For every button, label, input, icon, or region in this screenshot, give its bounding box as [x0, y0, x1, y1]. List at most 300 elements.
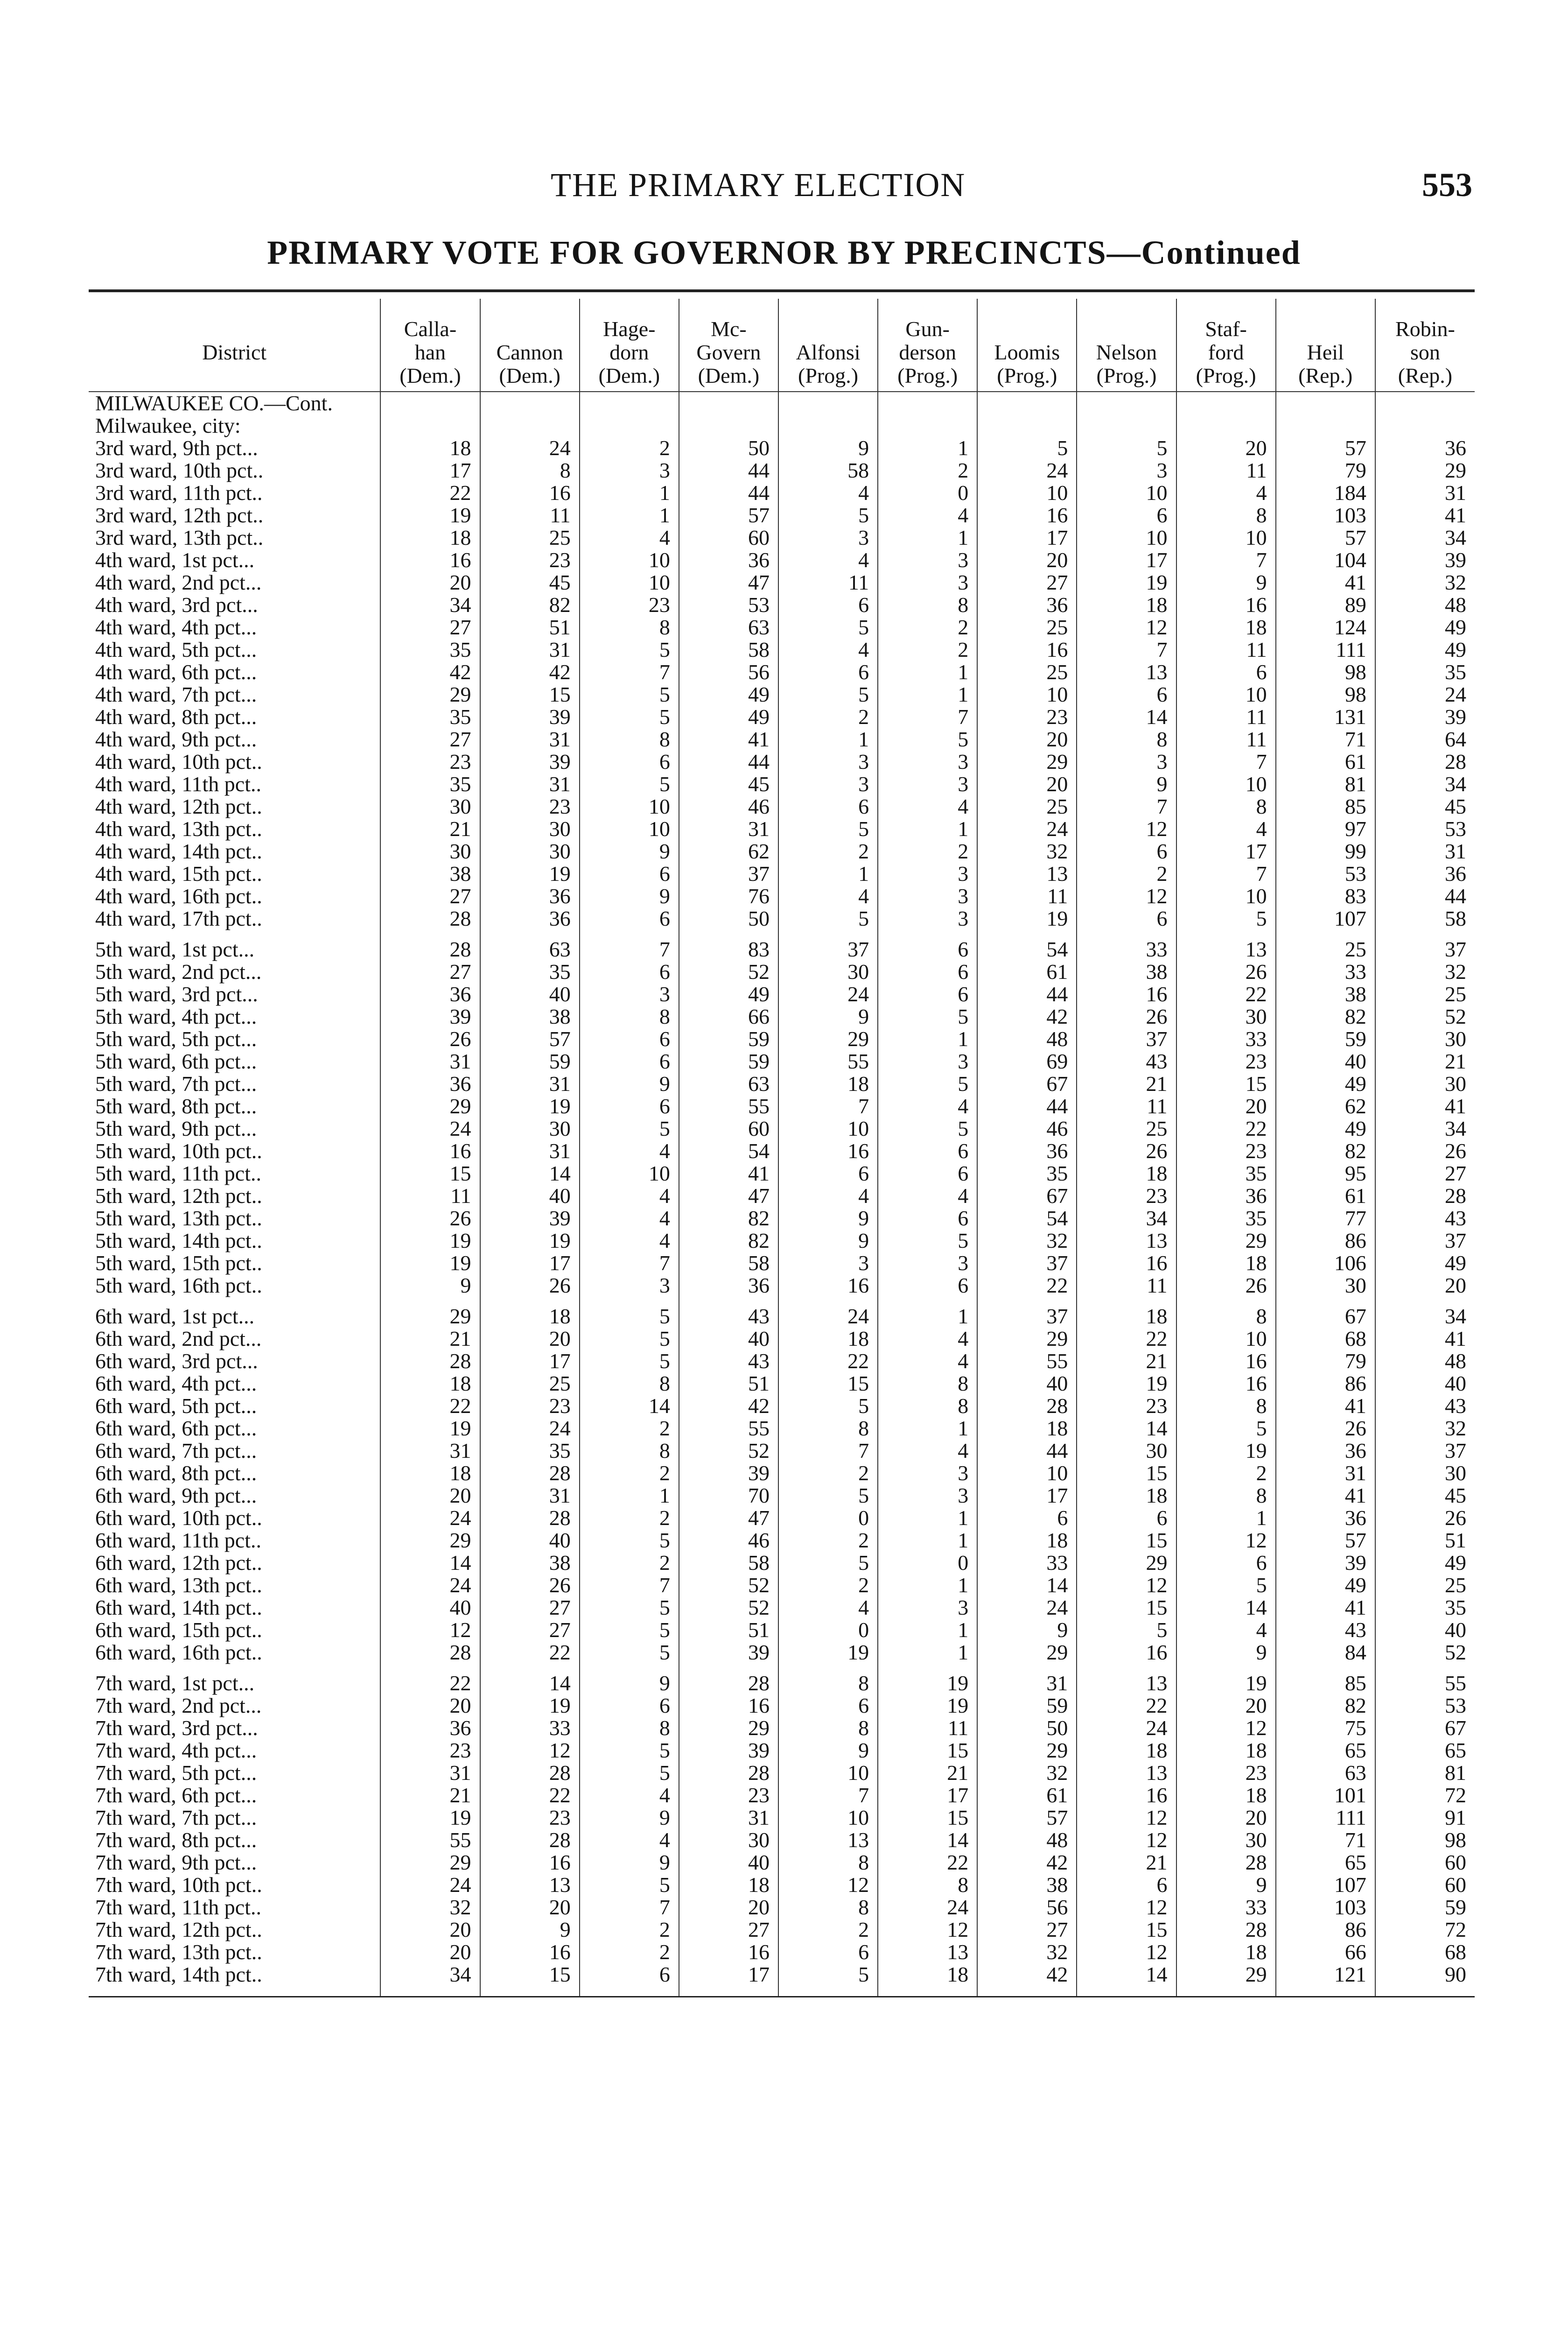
- vote-cell: 24: [380, 1507, 480, 1529]
- vote-cell: 16: [480, 1941, 580, 1963]
- vote-cell: 20: [977, 549, 1077, 571]
- vote-cell: 46: [679, 795, 778, 818]
- vote-cell: 11: [878, 1717, 977, 1739]
- vote-cell: 19: [480, 863, 580, 885]
- vote-cell: 5: [778, 616, 878, 639]
- vote-cell: 39: [380, 1005, 480, 1028]
- vote-cell: 35: [1176, 1207, 1276, 1230]
- vote-cell: 79: [1276, 459, 1375, 482]
- vote-cell: 19: [1176, 1440, 1276, 1462]
- vote-cell: 51: [679, 1372, 778, 1395]
- column-header-candidate: [679, 299, 778, 392]
- district-cell: 6th ward, 2nd pct...: [95, 1327, 262, 1350]
- vote-cell: 39: [480, 706, 580, 728]
- column-header-line2: Alfonsi: [796, 340, 861, 364]
- vote-cell: 3: [778, 751, 878, 773]
- vote-cell: 4: [580, 1207, 679, 1230]
- vote-cell: 86: [1276, 1230, 1375, 1252]
- vote-cell: 28: [380, 907, 480, 930]
- column-header-line1: Calla-: [404, 317, 457, 341]
- vote-cell: 27: [480, 1596, 580, 1619]
- vote-cell: 39: [1375, 549, 1475, 571]
- column-header-candidate: [878, 299, 977, 392]
- vote-cell: 8: [778, 1851, 878, 1874]
- vote-cell: 2: [878, 616, 977, 639]
- table-row: [89, 728, 1475, 751]
- table-row: [89, 1162, 1475, 1185]
- vote-cell: 10: [580, 795, 679, 818]
- vote-cell: 10: [778, 1118, 878, 1140]
- district-cell: 6th ward, 5th pct...: [95, 1394, 257, 1418]
- vote-cell: 13: [1077, 661, 1176, 683]
- vote-cell: 24: [380, 1574, 480, 1596]
- vote-cell: 29: [1375, 459, 1475, 482]
- vote-cell: 67: [1375, 1717, 1475, 1739]
- vote-cell: 47: [679, 571, 778, 594]
- vote-cell: 6: [580, 1694, 679, 1717]
- vote-cell: 35: [380, 706, 480, 728]
- vote-cell: 16: [1176, 594, 1276, 616]
- vote-cell: 13: [778, 1829, 878, 1851]
- vote-cell: 6: [580, 907, 679, 930]
- vote-cell: 42: [480, 661, 580, 683]
- vote-cell: 2: [778, 1462, 878, 1484]
- column-header-line3: (Prog.): [1196, 364, 1256, 387]
- vote-cell: 37: [679, 863, 778, 885]
- vote-cell: 34: [1375, 527, 1475, 549]
- vote-cell: 63: [679, 616, 778, 639]
- vote-cell: 16: [679, 1694, 778, 1717]
- district-cell: 5th ward, 4th pct...: [95, 1005, 257, 1028]
- vote-cell: 56: [679, 661, 778, 683]
- vote-cell: 0: [778, 1507, 878, 1529]
- vote-cell: 22: [778, 1350, 878, 1372]
- vote-cell: 16: [1077, 1252, 1176, 1274]
- vote-cell: 34: [1375, 1118, 1475, 1140]
- vote-cell: 8: [778, 1896, 878, 1919]
- vote-cell: 66: [679, 1005, 778, 1028]
- vote-cell: 20: [380, 1484, 480, 1507]
- vote-cell: 6: [580, 1963, 679, 1986]
- column-header-candidate: [1077, 299, 1176, 392]
- district-cell: 4th ward, 9th pct...: [95, 727, 257, 751]
- vote-cell: 77: [1276, 1207, 1375, 1230]
- vote-cell: 9: [778, 1230, 878, 1252]
- vote-cell: 19: [480, 1095, 580, 1118]
- vote-cell: 53: [1375, 1694, 1475, 1717]
- vote-cell: 32: [1375, 571, 1475, 594]
- table-row: [89, 1851, 1475, 1874]
- vote-cell: 2: [878, 639, 977, 661]
- table-row: [89, 961, 1475, 983]
- table-row: [89, 1574, 1475, 1596]
- table-row: [89, 1274, 1475, 1297]
- vote-cell: 5: [778, 504, 878, 527]
- vote-cell: 18: [778, 1328, 878, 1350]
- vote-cell: 15: [1077, 1919, 1176, 1941]
- district-cell: 6th ward, 13th pct..: [95, 1573, 262, 1597]
- vote-cell: 20: [380, 1694, 480, 1717]
- vote-cell: 6: [878, 1162, 977, 1185]
- vote-cell: 7: [580, 938, 679, 961]
- vote-cell: 60: [1375, 1874, 1475, 1896]
- vote-cell: 29: [778, 1028, 878, 1050]
- vote-cell: 49: [679, 683, 778, 706]
- district-cell: 5th ward, 8th pct...: [95, 1094, 257, 1118]
- vote-cell: 22: [480, 1784, 580, 1807]
- district-cell: 3rd ward, 13th pct..: [95, 526, 264, 549]
- vote-cell: 12: [380, 1619, 480, 1641]
- vote-cell: 21: [1375, 1050, 1475, 1073]
- district-cell: 5th ward, 3rd pct...: [95, 982, 258, 1006]
- vote-cell: 44: [679, 751, 778, 773]
- vote-cell: 4: [878, 1440, 977, 1462]
- vote-cell: 15: [480, 1963, 580, 1986]
- vote-cell: 31: [380, 1440, 480, 1462]
- vote-cell: 2: [580, 1507, 679, 1529]
- vote-cell: 57: [1276, 527, 1375, 549]
- vote-cell: 18: [1176, 1784, 1276, 1807]
- vote-cell: 111: [1276, 1807, 1375, 1829]
- vote-cell: 27: [977, 1919, 1077, 1941]
- vote-cell: 42: [977, 1005, 1077, 1028]
- vote-cell: 27: [977, 571, 1077, 594]
- vote-cell: 184: [1276, 482, 1375, 504]
- vote-cell: 69: [977, 1050, 1077, 1073]
- vote-cell: 26: [380, 1207, 480, 1230]
- vote-cell: 4: [580, 1829, 679, 1851]
- vote-cell: 2: [580, 1552, 679, 1574]
- vote-cell: 6: [580, 751, 679, 773]
- vote-cell: 9: [380, 1274, 480, 1297]
- district-cell: 6th ward, 16th pct..: [95, 1640, 262, 1664]
- table-row: [89, 1207, 1475, 1230]
- vote-cell: 10: [977, 482, 1077, 504]
- vote-cell: 58: [778, 459, 878, 482]
- vote-cell: 58: [679, 1252, 778, 1274]
- district-cell: 4th ward, 15th pct..: [95, 862, 262, 886]
- table-row: [89, 1762, 1475, 1784]
- district-cell: 5th ward, 7th pct...: [95, 1072, 257, 1096]
- vote-cell: 43: [1375, 1207, 1475, 1230]
- vote-cell: 5: [977, 437, 1077, 459]
- vote-cell: 4: [1176, 818, 1276, 840]
- vote-cell: 54: [679, 1140, 778, 1162]
- vote-cell: 28: [1176, 1851, 1276, 1874]
- vote-cell: 5: [580, 1328, 679, 1350]
- vote-cell: 11: [380, 1185, 480, 1207]
- table-row: [89, 571, 1475, 594]
- vote-cell: 61: [1276, 1185, 1375, 1207]
- vote-cell: 39: [1276, 1552, 1375, 1574]
- vote-cell: 90: [1375, 1963, 1475, 1986]
- column-header-line1: Staf-: [1205, 317, 1247, 341]
- vote-cell: 16: [1077, 983, 1176, 1005]
- vote-cell: 53: [1375, 818, 1475, 840]
- vote-cell: 50: [679, 907, 778, 930]
- vote-cell: 17: [878, 1784, 977, 1807]
- district-cell: 4th ward, 11th pct..: [95, 772, 262, 796]
- vote-cell: 31: [380, 1762, 480, 1784]
- table-row: [89, 818, 1475, 840]
- district-cell: 5th ward, 16th pct..: [95, 1273, 262, 1297]
- vote-cell: 19: [977, 907, 1077, 930]
- vote-cell: 30: [1176, 1005, 1276, 1028]
- vote-cell: 9: [580, 1672, 679, 1694]
- vote-cell: 57: [480, 1028, 580, 1050]
- vote-cell: 91: [1375, 1807, 1475, 1829]
- vote-cell: 82: [480, 594, 580, 616]
- table-end: [89, 1986, 1475, 1997]
- vote-cell: 28: [480, 1829, 580, 1851]
- vote-cell: 41: [1375, 1095, 1475, 1118]
- vote-cell: 17: [679, 1963, 778, 1986]
- column-header-line2: derson: [899, 340, 956, 364]
- vote-cell: 9: [1176, 1874, 1276, 1896]
- vote-cell: 32: [977, 1941, 1077, 1963]
- vote-cell: 47: [679, 1185, 778, 1207]
- vote-cell: 6: [1176, 661, 1276, 683]
- vote-cell: 40: [1276, 1050, 1375, 1073]
- vote-cell: 24: [380, 1118, 480, 1140]
- vote-cell: 27: [679, 1919, 778, 1941]
- table-row: [89, 1028, 1475, 1050]
- vote-cell: 27: [480, 1619, 580, 1641]
- district-cell: 3rd ward, 12th pct..: [95, 503, 264, 527]
- vote-cell: 70: [679, 1484, 778, 1507]
- district-cell: 6th ward, 3rd pct...: [95, 1349, 258, 1373]
- vote-cell: 6: [1176, 1552, 1276, 1574]
- vote-cell: 24: [480, 1417, 580, 1440]
- vote-cell: 13: [1077, 1230, 1176, 1252]
- vote-cell: 58: [679, 1552, 778, 1574]
- column-header-line1: District: [202, 340, 267, 364]
- vote-cell: 55: [1375, 1672, 1475, 1694]
- vote-cell: 13: [977, 863, 1077, 885]
- district-cell: 3rd ward, 10th pct..: [95, 458, 264, 482]
- vote-cell: 6: [580, 961, 679, 983]
- county-label-row: [89, 392, 1475, 415]
- district-cell: 7th ward, 4th pct...: [95, 1738, 257, 1762]
- vote-cell: 1: [878, 437, 977, 459]
- vote-cell: 6: [580, 1028, 679, 1050]
- vote-cell: 23: [480, 1807, 580, 1829]
- vote-cell: 24: [778, 983, 878, 1005]
- vote-cell: 28: [480, 1462, 580, 1484]
- vote-cell: 24: [778, 1305, 878, 1328]
- vote-cell: 2: [1077, 863, 1176, 885]
- column-header-line3: (Prog.): [897, 364, 958, 387]
- vote-cell: 29: [380, 683, 480, 706]
- vote-cell: 1: [580, 1484, 679, 1507]
- vote-cell: 40: [1375, 1372, 1475, 1395]
- table-row: [89, 1829, 1475, 1851]
- vote-cell: 5: [580, 1350, 679, 1372]
- vote-cell: 31: [480, 773, 580, 795]
- vote-cell: 43: [679, 1350, 778, 1372]
- vote-cell: 32: [977, 1762, 1077, 1784]
- vote-cell: 36: [1176, 1185, 1276, 1207]
- vote-cell: 1: [878, 1305, 977, 1328]
- vote-cell: 36: [1375, 437, 1475, 459]
- vote-cell: 44: [1375, 885, 1475, 907]
- vote-cell: 36: [480, 885, 580, 907]
- vote-cell: 28: [380, 1350, 480, 1372]
- table-header: [89, 290, 1475, 392]
- vote-cell: 12: [1176, 1529, 1276, 1552]
- vote-cell: 6: [878, 961, 977, 983]
- vote-cell: 29: [1176, 1963, 1276, 1986]
- vote-cell: 40: [380, 1596, 480, 1619]
- vote-cell: 11: [1077, 1274, 1176, 1297]
- table-row: [89, 1230, 1475, 1252]
- vote-cell: 1: [878, 661, 977, 683]
- vote-cell: 10: [580, 571, 679, 594]
- vote-cell: 44: [977, 983, 1077, 1005]
- table-row: [89, 1552, 1475, 1574]
- vote-cell: 27: [380, 885, 480, 907]
- vote-cell: 35: [380, 639, 480, 661]
- vote-cell: 22: [878, 1851, 977, 1874]
- vote-cell: 39: [1375, 706, 1475, 728]
- vote-cell: 12: [1077, 818, 1176, 840]
- vote-cell: 59: [977, 1694, 1077, 1717]
- table-row: [89, 1252, 1475, 1274]
- vote-cell: 16: [380, 549, 480, 571]
- vote-cell: 12: [1176, 1717, 1276, 1739]
- vote-cell: 12: [778, 1874, 878, 1896]
- district-cell: 5th ward, 14th pct..: [95, 1229, 262, 1252]
- vote-cell: 21: [878, 1762, 977, 1784]
- vote-cell: 31: [480, 1073, 580, 1095]
- vote-cell: 79: [1276, 1350, 1375, 1372]
- vote-cell: 9: [778, 1005, 878, 1028]
- vote-cell: 38: [1276, 983, 1375, 1005]
- vote-cell: 39: [679, 1462, 778, 1484]
- vote-cell: 34: [380, 594, 480, 616]
- vote-cell: 59: [1375, 1896, 1475, 1919]
- column-header-line2: dorn: [609, 340, 649, 364]
- district-cell: 6th ward, 7th pct...: [95, 1439, 257, 1462]
- vote-cell: 20: [1375, 1274, 1475, 1297]
- vote-cell: 1: [878, 683, 977, 706]
- vote-cell: 55: [679, 1095, 778, 1118]
- vote-cell: 5: [778, 1963, 878, 1986]
- vote-cell: 17: [480, 1252, 580, 1274]
- vote-cell: 2: [778, 706, 878, 728]
- table-row: [89, 1350, 1475, 1372]
- vote-cell: 50: [977, 1717, 1077, 1739]
- vote-cell: 54: [977, 1207, 1077, 1230]
- vote-cell: 19: [1077, 571, 1176, 594]
- table-row: [89, 840, 1475, 863]
- vote-cell: 26: [480, 1274, 580, 1297]
- vote-cell: 12: [1077, 1829, 1176, 1851]
- vote-cell: 111: [1276, 639, 1375, 661]
- vote-cell: 34: [380, 1963, 480, 1986]
- vote-cell: 8: [1176, 1484, 1276, 1507]
- vote-cell: 30: [380, 795, 480, 818]
- district-cell: 4th ward, 8th pct...: [95, 705, 257, 729]
- column-header-row: [89, 299, 1475, 392]
- table-row: [89, 1784, 1475, 1807]
- vote-cell: 41: [679, 1162, 778, 1185]
- vote-cell: 5: [878, 728, 977, 751]
- vote-cell: 15: [878, 1807, 977, 1829]
- vote-cell: 44: [977, 1440, 1077, 1462]
- vote-cell: 29: [977, 1328, 1077, 1350]
- vote-cell: 65: [1276, 1851, 1375, 1874]
- district-cell: 7th ward, 8th pct...: [95, 1828, 257, 1852]
- vote-cell: 8: [1176, 1395, 1276, 1417]
- vote-cell: 9: [1176, 1641, 1276, 1664]
- vote-cell: 5: [580, 683, 679, 706]
- vote-cell: 27: [380, 961, 480, 983]
- district-cell: 4th ward, 16th pct..: [95, 884, 262, 908]
- vote-cell: 83: [679, 938, 778, 961]
- vote-cell: 23: [480, 549, 580, 571]
- vote-cell: 4: [1176, 482, 1276, 504]
- column-header-line1: Hage-: [603, 317, 656, 341]
- column-header-candidate: [1375, 299, 1475, 392]
- vote-cell: 19: [380, 1807, 480, 1829]
- district-cell: 4th ward, 4th pct...: [95, 615, 257, 639]
- column-header-line2: han: [414, 340, 446, 364]
- vote-cell: 9: [778, 437, 878, 459]
- vote-cell: 18: [878, 1963, 977, 1986]
- column-header-line1: Gun-: [905, 317, 950, 341]
- vote-cell: 24: [977, 1596, 1077, 1619]
- vote-cell: 4: [878, 1350, 977, 1372]
- vote-cell: 8: [878, 1874, 977, 1896]
- vote-cell: 9: [480, 1919, 580, 1941]
- vote-cell: 4: [580, 527, 679, 549]
- vote-cell: 41: [1276, 1484, 1375, 1507]
- vote-cell: 29: [380, 1851, 480, 1874]
- vote-cell: 24: [878, 1896, 977, 1919]
- vote-cell: 2: [778, 1919, 878, 1941]
- vote-cell: 22: [380, 1672, 480, 1694]
- column-header-candidate: [480, 299, 580, 392]
- vote-cell: 15: [1077, 1529, 1176, 1552]
- vote-table: [89, 289, 1475, 1997]
- vote-cell: 35: [480, 961, 580, 983]
- vote-cell: 60: [679, 1118, 778, 1140]
- vote-cell: 53: [1276, 863, 1375, 885]
- vote-cell: 29: [1176, 1230, 1276, 1252]
- vote-cell: 44: [977, 1095, 1077, 1118]
- vote-cell: 34: [1077, 1207, 1176, 1230]
- vote-cell: 66: [1276, 1941, 1375, 1963]
- vote-cell: 30: [1375, 1028, 1475, 1050]
- vote-cell: 6: [1077, 907, 1176, 930]
- vote-cell: 5: [580, 773, 679, 795]
- vote-cell: 106: [1276, 1252, 1375, 1274]
- vote-cell: 44: [679, 482, 778, 504]
- district-cell: 3rd ward, 9th pct...: [95, 436, 258, 460]
- vote-cell: 26: [1176, 961, 1276, 983]
- vote-cell: 25: [1375, 1574, 1475, 1596]
- table-row: [89, 683, 1475, 706]
- vote-cell: 97: [1276, 818, 1375, 840]
- page-header: [0, 166, 1568, 208]
- vote-cell: 41: [1276, 571, 1375, 594]
- vote-cell: 39: [679, 1739, 778, 1762]
- vote-cell: 2: [778, 1529, 878, 1552]
- vote-cell: 28: [679, 1762, 778, 1784]
- vote-cell: 16: [380, 1140, 480, 1162]
- vote-cell: 2: [778, 1574, 878, 1596]
